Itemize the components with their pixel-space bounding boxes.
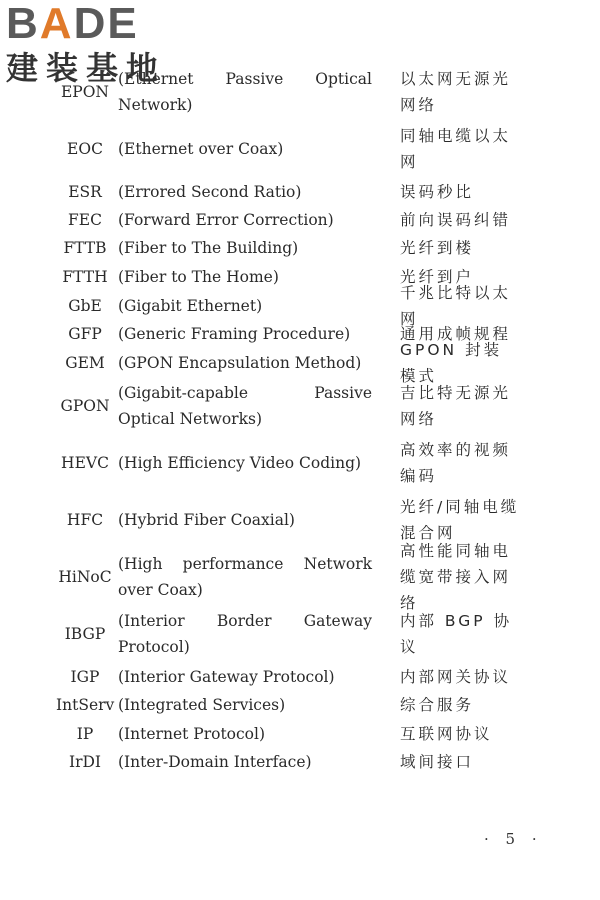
chinese-term: 前向误码纠错 — [400, 211, 512, 229]
chinese-term: 高性能同轴电缆宽带接入网络 — [400, 542, 512, 612]
logo-letter-a: A — [39, 0, 74, 48]
list-item — [56, 341, 526, 385]
english-term: (Hybrid Fiber Coaxial) — [118, 511, 295, 529]
list-item — [56, 542, 526, 612]
abbreviation: ESR — [68, 183, 102, 201]
abbreviation: GEM — [65, 354, 105, 372]
english-term: (Integrated Services) — [118, 696, 286, 714]
list-item — [56, 437, 526, 489]
english-term: (Interior Gateway Protocol) — [118, 668, 335, 686]
english-term: (Inter-Domain Interface) — [118, 753, 312, 771]
english-term: (Generic Framing Procedure) — [118, 325, 351, 343]
abbreviation: IntServ — [56, 696, 115, 714]
english-term: (Fiber to The Building) — [118, 239, 299, 257]
list-item — [56, 178, 526, 206]
chinese-term: 以太网无源光网络 — [400, 70, 512, 114]
english-term: (GPON Encapsulation Method) — [118, 354, 362, 372]
abbreviation: GPON — [60, 397, 110, 415]
list-item — [56, 663, 526, 691]
chinese-term: 内部 BGP 协议 — [400, 612, 513, 656]
chinese-term: 误码秒比 — [400, 183, 475, 201]
english-term: (Errored Second Ratio) — [118, 183, 302, 201]
list-item — [56, 691, 526, 719]
chinese-term: 互联网协议 — [400, 725, 493, 743]
list-item — [56, 380, 526, 432]
chinese-term: 域间接口 — [400, 753, 475, 771]
english-term: (High performance Network over Coax) — [118, 555, 372, 599]
chinese-term: 光纤/同轴电缆混合网 — [400, 498, 520, 542]
list-item — [56, 206, 526, 234]
chinese-term: 内部网关协议 — [400, 668, 512, 686]
chinese-term: 千兆比特以太网 — [400, 284, 512, 328]
abbreviation: FTTH — [62, 268, 108, 286]
logo-letters-de: DE — [73, 0, 139, 48]
logo-letter-b: B — [6, 0, 40, 48]
list-item — [56, 748, 526, 776]
list-item — [56, 123, 526, 175]
english-term: (Ethernet Passive Optical Network) — [118, 70, 372, 114]
chinese-term: 高效率的视频编码 — [400, 441, 512, 485]
english-term: (Interior Border Gateway Protocol) — [118, 612, 372, 656]
site-logo — [6, 2, 196, 92]
chinese-term: 同轴电缆以太网 — [400, 127, 512, 171]
chinese-term: 综合服务 — [400, 696, 475, 714]
abbreviation: GFP — [68, 325, 102, 343]
chinese-term: 光纤到楼 — [400, 239, 475, 257]
abbreviation: IGP — [70, 668, 100, 686]
abbreviation: HFC — [66, 511, 104, 529]
chinese-term: 通用成帧规程 — [400, 325, 512, 343]
abbreviation: EOC — [67, 140, 103, 158]
abbreviation: EPON — [60, 83, 109, 101]
chinese-term: 吉比特无源光网络 — [400, 384, 512, 428]
logo-wordmark — [6, 2, 196, 46]
abbreviation: GbE — [68, 297, 102, 315]
logo-chinese-text: 建装基地 — [6, 49, 167, 87]
abbreviation: HEVC — [61, 454, 109, 472]
abbreviation: FTTB — [63, 239, 107, 257]
abbreviation: IP — [76, 725, 94, 743]
abbreviation: IrDI — [68, 753, 102, 771]
english-term: (High Efficiency Video Coding) — [118, 454, 362, 472]
list-item — [56, 284, 526, 328]
english-term: (Fiber to The Home) — [118, 268, 279, 286]
chinese-term: 光纤到户 — [400, 268, 475, 286]
english-term: (Gigabit Ethernet) — [118, 297, 263, 315]
abbreviation: IBGP — [64, 625, 106, 643]
english-term: (Ethernet over Coax) — [118, 140, 284, 158]
chinese-term: GPON 封装模式 — [400, 341, 503, 385]
english-term: (Internet Protocol) — [118, 725, 266, 743]
abbreviation: HiNoC — [58, 568, 112, 586]
list-item — [56, 608, 526, 660]
list-item — [56, 234, 526, 262]
english-term: (Forward Error Correction) — [118, 211, 334, 229]
abbreviation: FEC — [68, 211, 102, 229]
page-number: · 5 · — [484, 830, 543, 848]
list-item — [56, 720, 526, 748]
english-term: (Gigabit-capable Passive Optical Networks) — [118, 384, 372, 428]
